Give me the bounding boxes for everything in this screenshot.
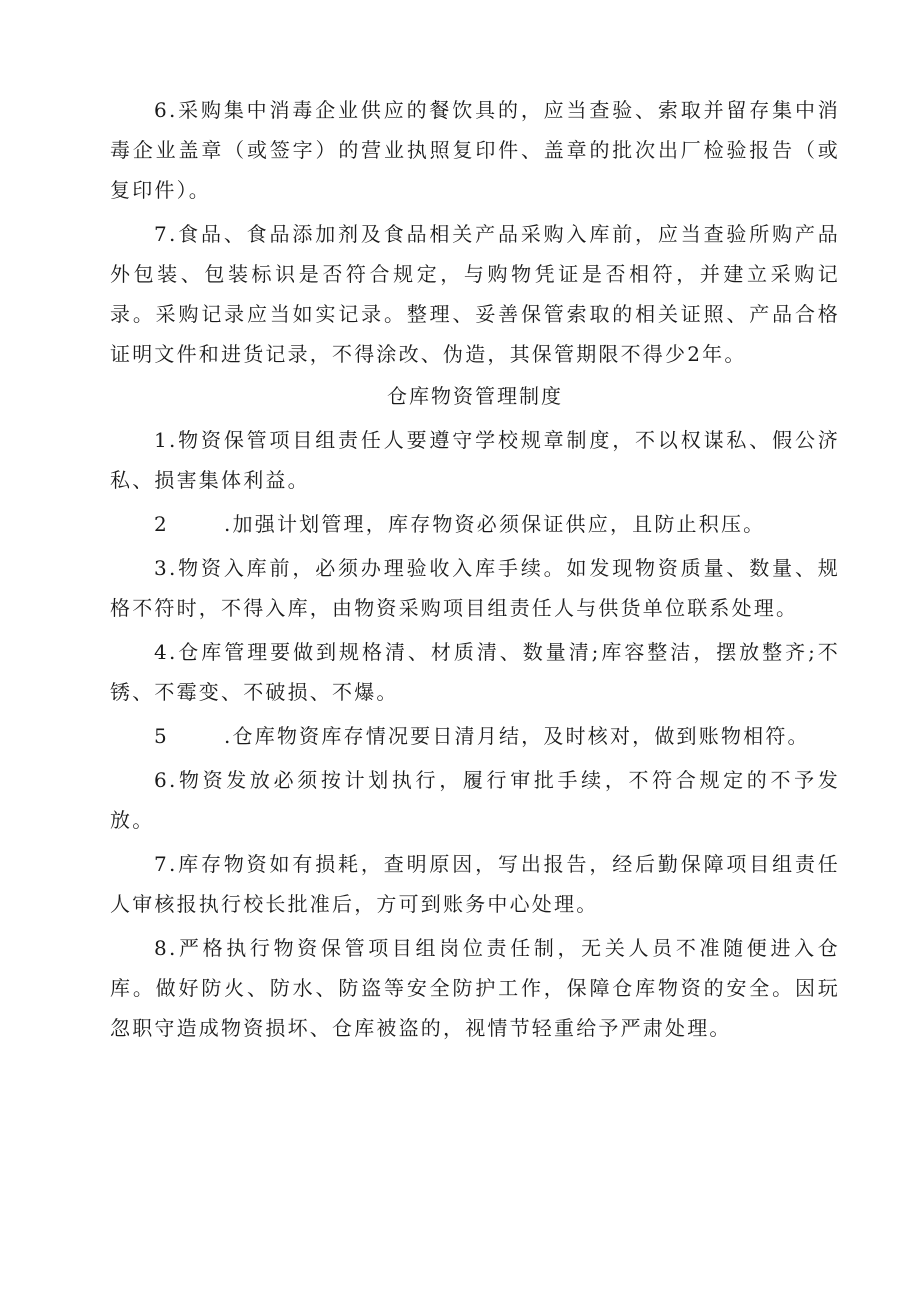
rule-text: .物资发放必须按计划执行，履行审批手续，不符合规定的不予发放。 (110, 768, 840, 832)
rule-number: 6 (154, 768, 169, 792)
rule-text: .物资保管项目组责任人要遵守学校规章制度，不以权谋私、假公济私、损害集体利益。 (110, 428, 840, 492)
rule-8 (110, 928, 840, 1048)
rule-number: 7 (154, 852, 169, 876)
rule-1 (110, 420, 840, 500)
rule-number: 1 (154, 428, 169, 452)
paragraph-6-tableware (110, 90, 840, 210)
rule-number: 3 (154, 556, 169, 580)
rule-text: .库存物资如有损耗，查明原因，写出报告，经后勤保障项目组责任人审核报执行校长批准后，方可到账务中心处理。 (110, 852, 840, 916)
document-page (110, 90, 840, 1052)
paragraph-number: 7 (154, 222, 169, 246)
paragraph-text: .食品、食品添加剂及食品相关产品采购入库前，应当查验所购产品外包装、包装标识是否符合规定，与购物凭证是否相符，并建立采购记录。采购记录应当如实记录。整理、妥善保管索取的相关证照、产品合格证明文件和进货记录，不得涂改、伪造，其保管期限不得少2年。 (110, 222, 840, 366)
rule-number: 5 (154, 724, 169, 748)
paragraph-7-purchase-records (110, 214, 840, 374)
rule-text: .加强计划管理，库存物资必须保证供应，且防止积压。 (224, 512, 766, 536)
rule-text: .仓库管理要做到规格清、材质清、数量清;库容整洁，摆放整齐;不锈、不霉变、不破损、不爆。 (110, 640, 840, 704)
rule-5 (110, 716, 840, 756)
rule-6 (110, 760, 840, 840)
section-title: 仓库物资管理制度 (387, 384, 563, 408)
rule-text: .严格执行物资保管项目组岗位责任制，无关人员不准随便进入仓库。做好防火、防水、防盗等安全防护工作，保障仓库物资的安全。因玩忽职守造成物资损坏、仓库被盗的，视情节轻重给予严肃处理。 (110, 936, 840, 1040)
rule-number: 4 (154, 640, 169, 664)
rule-3 (110, 548, 840, 628)
rule-4 (110, 632, 840, 712)
paragraph-number: 6 (154, 98, 169, 122)
paragraph-text: .采购集中消毒企业供应的餐饮具的，应当查验、索取并留存集中消毒企业盖章（或签字）的营业执照复印件、盖章的批次出厂检验报告（或复印件）。 (110, 98, 840, 202)
rule-text: .物资入库前，必须办理验收入库手续。如发现物资质量、数量、规格不符时，不得入库，由物资采购项目组责任人与供货单位联系处理。 (110, 556, 840, 620)
rule-text: .仓库物资库存情况要日清月结，及时核对，做到账物相符。 (224, 724, 810, 748)
rule-2 (110, 504, 840, 544)
rule-number: 2 (154, 512, 169, 536)
rule-7 (110, 844, 840, 924)
rule-number: 8 (154, 936, 169, 960)
